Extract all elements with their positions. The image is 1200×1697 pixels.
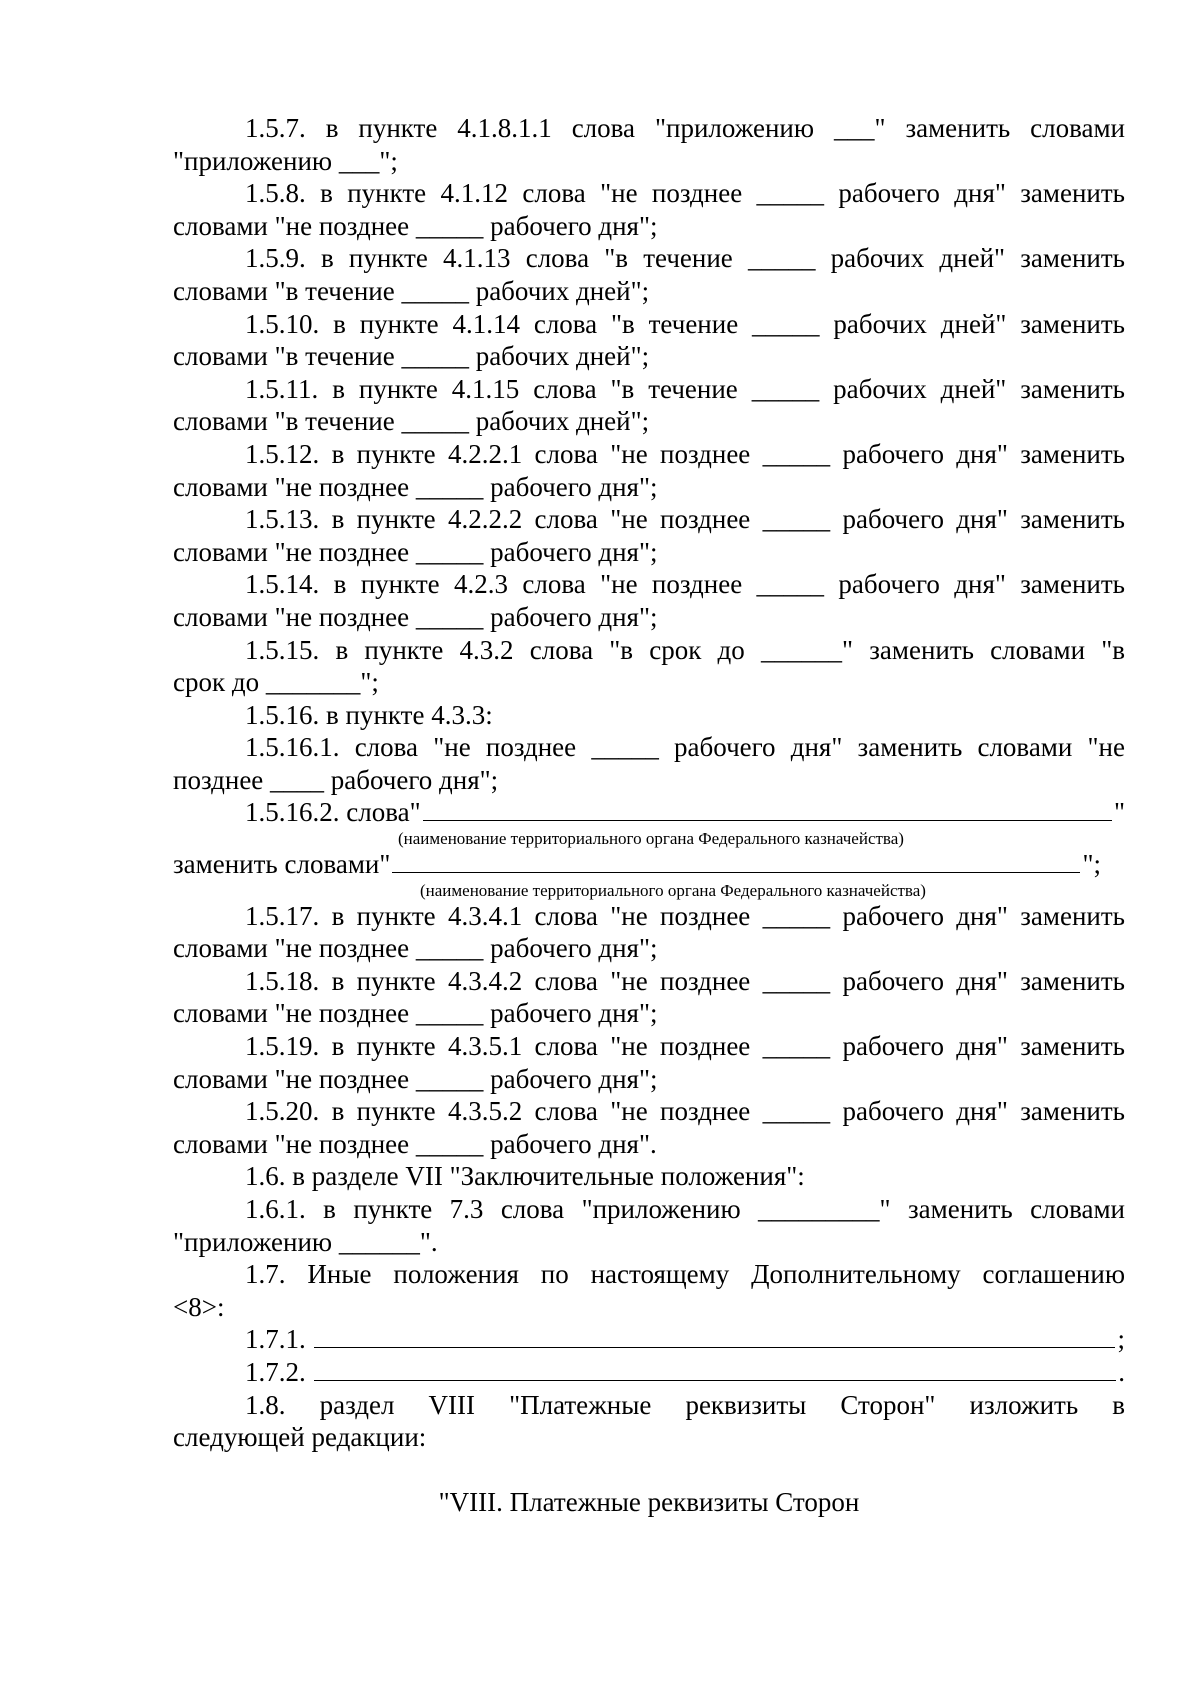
replace-with-suffix: "; [1082,849,1101,880]
clause-1-8-line2: следующей редакции: [173,1422,427,1453]
clause-1-7-line1: 1.7. Иные положения по настоящему Дополнительному соглашению [245,1259,1125,1290]
blank-line [423,796,1112,821]
clause-1-5-13-line2: словами "не позднее _____ рабочего дня"; [173,536,658,567]
clause-1-7-1-prefix: 1.7.1. [245,1324,306,1355]
clause-1-5-17-line2: словами "не позднее _____ рабочего дня"; [173,933,658,964]
clause-1-5-19-line1: 1.5.19. в пункте 4.3.5.1 слова "не позднее _____ рабочего дня" заменить [245,1031,1125,1062]
clause-1-5-7-line2: "приложению ___"; [173,145,398,176]
blank-line [392,848,1080,873]
clause-1-5-16-2-suffix: " [1113,797,1125,828]
caption-territorial-body-1: (наименование территориального органа Федерального казначейства) [398,829,904,849]
clause-1-5-19-line2: словами "не позднее _____ рабочего дня"; [173,1063,658,1094]
clause-1-5-13-line1: 1.5.13. в пункте 4.2.2.2 слова "не позднее _____ рабочего дня" заменить [245,504,1125,535]
clause-1-5-18-line1: 1.5.18. в пункте 4.3.4.2 слова "не позднее _____ рабочего дня" заменить [245,965,1125,996]
clause-1-6-1-line1: 1.6.1. в пункте 7.3 слова "приложению _________" заменить словами [245,1194,1125,1224]
clause-1-5-9-line1: 1.5.9. в пункте 4.1.13 слова "в течение _____ рабочих дней" заменить [245,243,1125,274]
clause-1-5-9-line2: словами "в течение _____ рабочих дней"; [173,275,650,306]
section-heading: "VIII. Платежные реквизиты Сторон [438,1486,860,1517]
clause-1-5-16-1-line2: позднее ____ рабочего дня"; [173,764,499,795]
clause-1-6: 1.6. в разделе VII "Заключительные положения": [245,1161,805,1192]
clause-1-5-18-line2: словами "не позднее _____ рабочего дня"; [173,998,658,1029]
document-page [173,112,1125,1518]
clause-1-5-12-line1: 1.5.12. в пункте 4.2.2.1 слова "не позднее _____ рабочего дня" заменить [245,438,1125,469]
clause-1-7-2-suffix: . [1118,1356,1125,1387]
clause-1-5-20-line2: словами "не позднее _____ рабочего дня". [173,1128,657,1159]
clause-1-7-1 [173,1323,1125,1356]
clause-1-5-14-line1: 1.5.14. в пункте 4.2.3 слова "не позднее _____ рабочего дня" заменить [245,569,1125,600]
clause-1-5-20-line1: 1.5.20. в пункте 4.3.5.2 слова "не позднее _____ рабочего дня" заменить [245,1096,1125,1127]
clause-1-7-line2: <8>: [173,1291,225,1322]
blank-line [314,1356,1117,1381]
clause-1-5-16-1-line1: 1.5.16.1. слова "не позднее _____ рабочего дня" заменить словами "не [245,732,1125,763]
clause-1-5-12-line2: словами "не позднее _____ рабочего дня"; [173,471,658,502]
clause-1-5-16-2 [173,796,1125,829]
clause-1-5-11-line2: словами "в течение _____ рабочих дней"; [173,406,650,437]
replace-with-prefix: заменить словами" [173,849,391,880]
clause-1-8-line1: 1.8. раздел VIII "Платежные реквизиты Сторон" изложить в [245,1389,1125,1420]
clause-1-6-1-line2: "приложению ______". [173,1226,438,1257]
clause-1-5-16: 1.5.16. в пункте 4.3.3: [245,699,493,730]
clause-1-5-16-2-prefix: 1.5.16.2. слова" [245,797,421,828]
clause-1-5-15-line2: срок до _______"; [173,667,379,698]
clause-1-7-1-suffix: ; [1117,1324,1125,1355]
replace-with-line [173,848,1125,881]
clause-1-5-8-line1: 1.5.8. в пункте 4.1.12 слова "не позднее _____ рабочего дня" заменить [245,178,1125,209]
caption-territorial-body-2: (наименование территориального органа Федерального казначейства) [420,880,926,900]
blank-line [314,1323,1116,1348]
clause-1-5-15-line1: 1.5.15. в пункте 4.3.2 слова "в срок до ______" заменить словами "в [245,634,1125,665]
clause-1-5-10-line2: словами "в течение _____ рабочих дней"; [173,341,650,372]
clause-1-5-7-line1: 1.5.7. в пункте 4.1.8.1.1 слова "приложению ___" заменить словами [245,113,1125,143]
clause-1-5-10-line1: 1.5.10. в пункте 4.1.14 слова "в течение _____ рабочих дней" заменить [245,308,1125,339]
clause-1-7-2-prefix: 1.7.2. [245,1356,306,1387]
clause-1-5-17-line1: 1.5.17. в пункте 4.3.4.1 слова "не позднее _____ рабочего дня" заменить [245,900,1125,931]
clause-1-5-8-line2: словами "не позднее _____ рабочего дня"; [173,210,658,241]
clause-1-5-11-line1: 1.5.11. в пункте 4.1.15 слова "в течение _____ рабочих дней" заменить [245,373,1125,404]
clause-1-7-2 [173,1356,1125,1389]
clause-1-5-14-line2: словами "не позднее _____ рабочего дня"; [173,601,658,632]
